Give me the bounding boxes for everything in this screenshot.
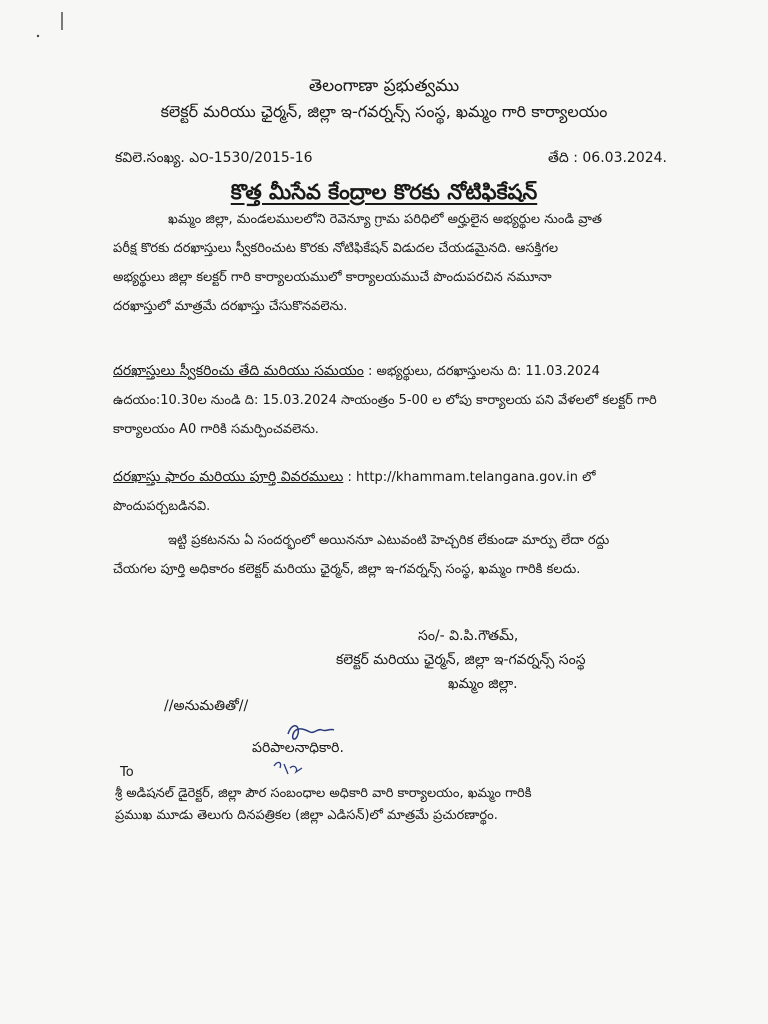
recipient-line-1: శ్రీ అడిషనల్ డైరెక్టర్, జిల్లా పౌర సంబంధాల అధికారి వారి కార్యాలయం, ఖమ్మం గారికి xyxy=(115,786,532,801)
paragraph-3 xyxy=(113,463,663,521)
reference-date: తేది : 06.03.2024. xyxy=(548,150,668,166)
reference-number: కవిలె.సంఖ్య. ఎ౦-1530/2015-16 xyxy=(115,150,313,166)
paragraph-4 xyxy=(113,526,663,584)
form-details-link[interactable]: : http://khammam.telangana.gov.in లో xyxy=(343,470,596,485)
paragraph-4-line: ఇట్టి ప్రకటనను ఏ సందర్భంలో అయిననూ ఎటువంటి హెచ్చరిక లేకుండా మార్పు లేదా రద్దు xyxy=(168,533,610,548)
paragraph-1 xyxy=(113,205,663,321)
paragraph-4-line: చేయగల పూర్తి అధికారం కలెక్టర్ మరియు ఛైర్మన్, జిల్లా ఇ-గవర్నన్స్ సంస్థ, ఖమ్మం గారికి కలదు. xyxy=(113,562,581,577)
signatory-place: ఖమ్మం జిల్లా. xyxy=(448,676,518,692)
form-details-label: దరఖాస్తు ఫారం మరియు పూర్తి వివరములు xyxy=(113,469,344,485)
paragraph-2-line: ఉదయం:10.30ల నుండి ది: 15.03.2024 సాయంత్రం 5-00 ల లోపు కార్యాలయ పని వేళలలో కలక్టర్ గారి xyxy=(113,393,657,408)
administrative-officer: పరిపాలనాధికారి. xyxy=(252,740,344,756)
paragraph-1-line: ఖమ్మం జిల్లా, మండలములలోని రెవెన్యూ గ్రామ పరిధిలో అర్హులైన అభ్యర్థుల నుండి వ్రాత xyxy=(168,212,602,227)
paragraph-3-line: పొందుపర్చబడినవి. xyxy=(113,499,211,514)
recipient-line-2: ప్రముఖ మూడు తెలుగు దినపత్రికల (జిల్లా ఎడిసన్)లో మాత్రమే ప్రచురణార్థం. xyxy=(115,808,498,823)
paragraph-3-line xyxy=(113,463,663,492)
paragraph-1-line: దరఖాస్తులో మాత్రమే దరఖాస్తు చేసుకొనవలెను. xyxy=(113,299,348,314)
government-title: తెలంగాణా ప్రభుత్వము xyxy=(308,76,460,96)
paragraph-2-line xyxy=(113,357,663,386)
signatory-designation: కలెక్టర్ మరియు ఛైర్మన్, జిల్లా ఇ-గవర్నన్స్ సంస్థ xyxy=(336,652,586,668)
notification-title: కొత్త మీసేవ కేంద్రాల కొరకు నోటిఫికేషన్ xyxy=(230,180,538,204)
office-title: కలెక్టర్ మరియు ఛైర్మన్, జిల్లా ఇ-గవర్నన్స్ సంస్థ, ఖమ్మం గారి కార్యాలయం xyxy=(160,102,608,121)
paragraph-2-line: కార్యాలయం A0 గారికి సమర్పించవలెను. xyxy=(113,422,319,437)
submission-date-text: : అభ్యర్థులు, దరఖాస్తులను ది: 11.03.2024 xyxy=(363,364,600,379)
paragraph-1-line: పరీక్ష కొరకు దరఖాస్తులు స్వీకరించుట కొరకు నోటిఫికేషన్ విడుదల చేయడమైనది. ఆసక్తిగల xyxy=(113,241,559,256)
signatory-name: సం/- వి.పి.గౌతమ్, xyxy=(418,628,519,644)
submission-date-label: దరఖాస్తులు స్వీకరించు తేది మరియు సమయం xyxy=(113,363,364,379)
to-label: To xyxy=(120,765,134,780)
paragraph-2 xyxy=(113,357,663,444)
by-order-text: //అనుమతితో// xyxy=(164,698,249,714)
paragraph-1-line: అభ్యర్థులు జిల్లా కలక్టర్ గారి కార్యాలయములో కార్యాలయముచే పొందుపరచిన నమూనా xyxy=(113,270,552,285)
pen-mark-icon xyxy=(30,8,80,44)
